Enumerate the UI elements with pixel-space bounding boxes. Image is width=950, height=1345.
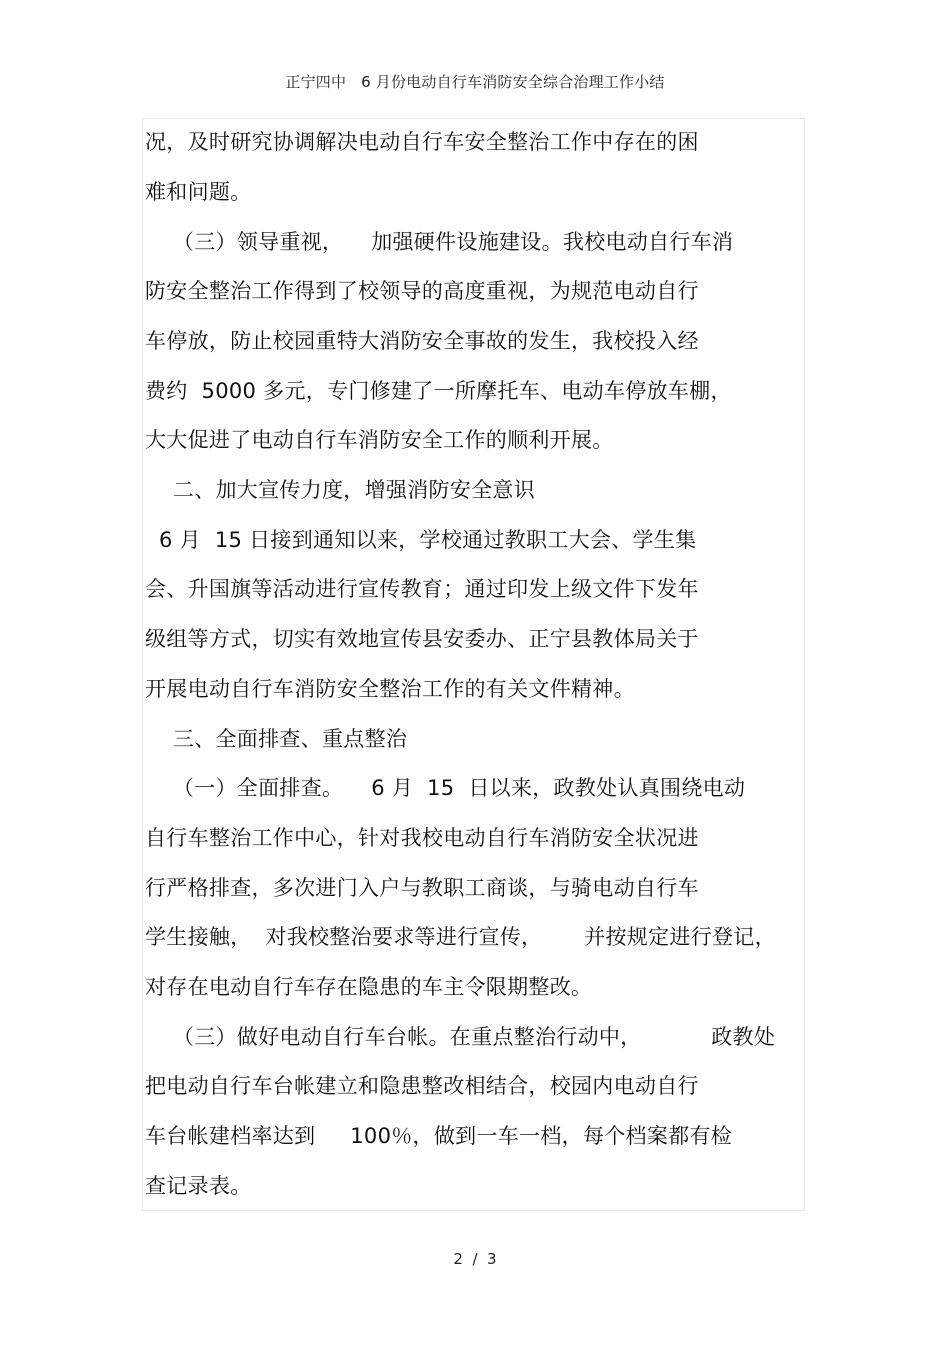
body-line: （三）做好电动自行车台帐。在重点整治行动中， 政教处 <box>145 1025 776 1049</box>
body-line: 自行车整治工作中心，针对我校电动自行车消防安全状况进 <box>145 826 699 850</box>
body-line: 难和问题。 <box>145 180 252 204</box>
body-line: （一）全面排查。 6 月 15 日以来，政教处认真围绕电动 <box>145 776 746 800</box>
body-line: 对存在电动自行车存在隐患的车主令限期整改。 <box>145 975 593 999</box>
body-line: （三）领导重视， 加强硬件设施建设。我校电动自行车消 <box>145 230 734 254</box>
body-line: 查记录表。 <box>145 1174 252 1198</box>
body-line: 二、加大宣传力度，增强消防安全意识 <box>145 478 535 502</box>
body-line: 费约 5000 多元，专门修建了一所摩托车、电动车停放车棚， <box>145 379 732 403</box>
body-line: 大大促进了电动自行车消防安全工作的顺利开展。 <box>145 428 614 452</box>
body-line: 会、升国旗等活动进行宣传教育；通过印发上级文件下发年 <box>145 577 699 601</box>
body-line: 车台帐建档率达到 100％，做到一车一档，每个档案都有检 <box>145 1124 733 1148</box>
body-line: 车停放，防止校园重特大消防安全事故的发生，我校投入经 <box>145 329 699 353</box>
body-line: 开展电动自行车消防安全整治工作的有关文件精神。 <box>145 677 635 701</box>
body-line: 况，及时研究协调解决电动自行车安全整治工作中存在的困 <box>145 130 699 154</box>
body-line: 级组等方式，切实有效地宣传县安委办、正宁县教体局关于 <box>145 627 699 651</box>
body-line: 防安全整治工作得到了校领导的高度重视，为规范电动自行 <box>145 279 699 303</box>
body-line: 行严格排查，多次进门入户与教职工商谈，与骑电动自行车 <box>145 876 699 900</box>
body-line: 6 月 15 日接到通知以来，学校通过教职工大会、学生集 <box>145 528 697 552</box>
body-line: 把电动自行车台帐建立和隐患整改相结合，校园内电动自行 <box>145 1074 699 1098</box>
body-line: 三、全面排查、重点整治 <box>145 727 408 751</box>
page-header-title: 正宁四中 6 月份电动自行车消防安全综合治理工作小结 <box>285 73 665 91</box>
page-number: 2 / 3 <box>453 1250 497 1268</box>
body-line: 学生接触， 对我校整治要求等进行宣传， 并按规定进行登记， <box>145 925 776 949</box>
